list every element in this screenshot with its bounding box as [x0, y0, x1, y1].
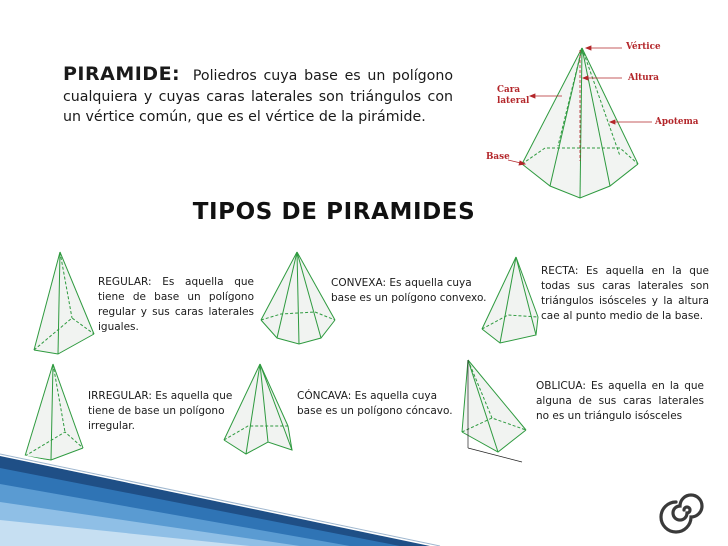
label-height: Altura: [628, 73, 659, 83]
type-convexa-text: CONVEXA: Es aquella cuya base es un polígono convexo.: [331, 277, 487, 304]
pyramid-diagram: [470, 36, 728, 186]
intro-term: PIRAMIDE:: [63, 63, 181, 85]
type-irregular-text: IRREGULAR: Es aquella que tiene de base un polígono irregular.: [88, 390, 233, 432]
corner-decoration: [0, 450, 440, 546]
type-recta-text: RECTA: Es aquella en la que todas sus caras laterales son triángulos isósceles y la altura cae al punto medio de la base.: [541, 265, 709, 322]
pyramid-irregular: [23, 362, 87, 460]
type-concava-text: CÓNCAVA: Es aquella cuya base es un polígono cóncavo.: [297, 390, 453, 417]
type-oblicua-text: OBLICUA: Es aquella en la que alguna de sus caras laterales no es un triángulo isósceles: [536, 380, 704, 422]
pyramid-oblicua: [454, 356, 530, 466]
pyramid-recta: [478, 255, 542, 345]
intro-definition: [63, 64, 453, 128]
pyramid-regular: [28, 250, 98, 354]
spiral-logo-icon: [660, 488, 708, 532]
pyramid-concava: [222, 362, 296, 458]
label-apothem: Apotema: [655, 117, 699, 127]
label-base: Base: [486, 152, 510, 162]
intro-text: Poliedros cuya base es un polígono cualquiera y cuyas caras laterales son triángulos con un vértice común, que es el vértice de la pirámide.: [63, 68, 453, 125]
label-vertex: Vértice: [626, 42, 661, 52]
type-regular-text: REGULAR: Es aquella que tiene de base un polígono regular y sus caras laterales iguales.: [98, 276, 254, 333]
pyramid-convexa: [259, 250, 337, 346]
section-title: TIPOS DE PIRAMIDES: [192, 199, 476, 225]
label-lateral-face: Cara lateral: [497, 85, 530, 106]
